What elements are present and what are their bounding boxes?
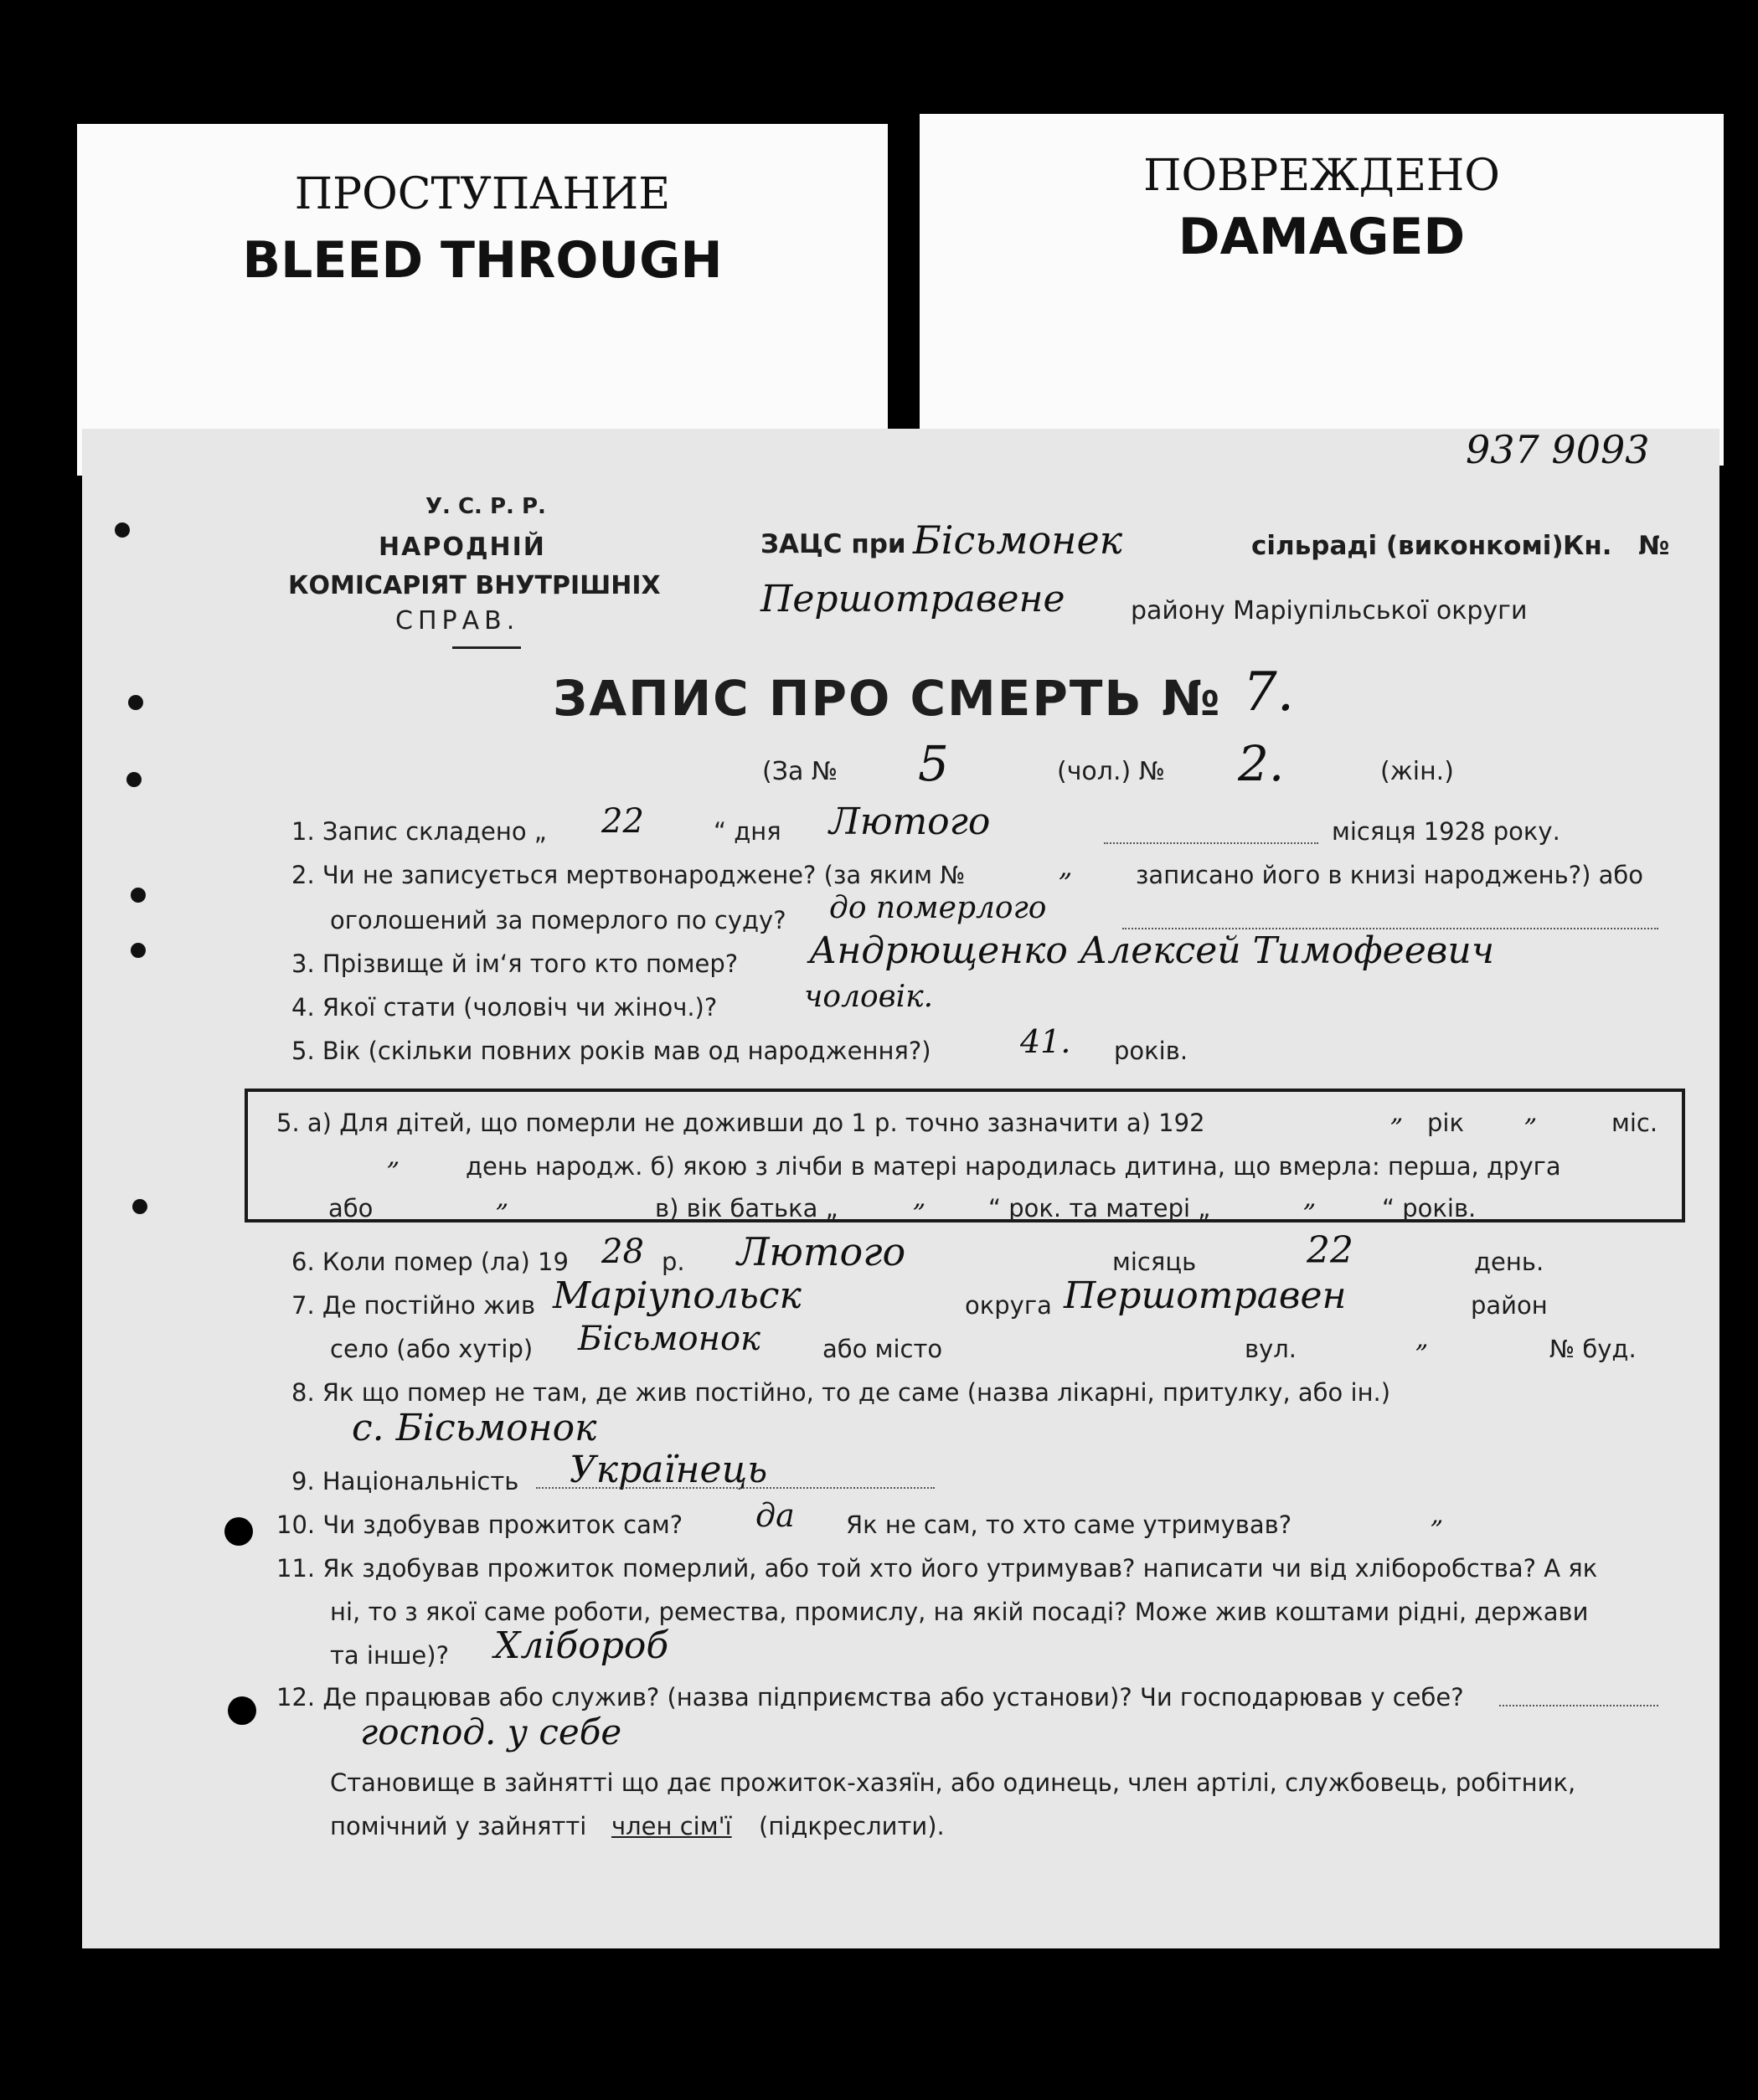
item12-line3b: член сім'ї bbox=[611, 1812, 732, 1840]
count-zhin: (жін.) bbox=[1380, 757, 1454, 786]
bleed-through-card bbox=[77, 124, 888, 476]
item5a-v5: „ bbox=[913, 1184, 926, 1213]
item6-end: день. bbox=[1474, 1248, 1544, 1276]
item4-label: 4. Якої стати (чоловіч чи жіноч.)? bbox=[291, 993, 718, 1022]
book-number-label: № bbox=[1638, 531, 1670, 561]
zags-prefix: ЗАЦС при bbox=[760, 529, 906, 559]
book-label: Кн. bbox=[1563, 531, 1612, 561]
item6-day: 22 bbox=[1307, 1229, 1353, 1272]
item5a-line1: 5. а) Для дітей, що померли не доживши до 1 р. точно зазначити а) 192 bbox=[276, 1109, 1205, 1137]
item6-year: 28 bbox=[601, 1233, 644, 1271]
record-number: 7. bbox=[1243, 661, 1295, 723]
item5a-rok: “ рок. та матері „ bbox=[988, 1194, 1211, 1222]
item11-line3: та інше)? bbox=[330, 1641, 449, 1670]
count-female: 2. bbox=[1238, 735, 1285, 792]
item4-val: чоловік. bbox=[804, 980, 934, 1014]
ussr-label: У. С. Р. Р. bbox=[425, 494, 546, 519]
item12-val: господ. у себе bbox=[360, 1711, 622, 1753]
punch-hole bbox=[131, 888, 146, 903]
item3-val: Андрющенко Алексей Тимофеевич bbox=[809, 929, 1495, 972]
item11-line2: ні, то з якої саме роботи, ремества, промислу, на якій посаді? Може жив коштами рідні, держави bbox=[330, 1598, 1589, 1626]
item5a-line2: день народж. б) якою з лічби в матері народилась дитина, що вмерла: перша, друга bbox=[466, 1152, 1561, 1181]
item11-val: Хлібороб bbox=[494, 1624, 669, 1667]
item7-vul: вул. bbox=[1245, 1335, 1297, 1363]
district-suffix: району Маріупільської округи bbox=[1131, 596, 1528, 625]
item5a-mis: міс. bbox=[1611, 1109, 1658, 1137]
item12-line3a: помічний у зайнятті bbox=[330, 1812, 587, 1840]
item6-r: р. bbox=[662, 1248, 685, 1276]
damaged-card bbox=[920, 114, 1724, 466]
damaged-en: DAMAGED bbox=[1178, 208, 1466, 266]
zags-village-handwritten: Бісьмонек bbox=[913, 517, 1123, 563]
item9-label: 9. Національність bbox=[291, 1467, 519, 1495]
item7-misto: або місто bbox=[822, 1335, 943, 1363]
punch-hole bbox=[131, 943, 146, 958]
archive-number: 937 9093 bbox=[1466, 427, 1650, 472]
item7-rayon-val: Першотравен bbox=[1064, 1274, 1347, 1317]
item9-dots bbox=[536, 1487, 935, 1489]
item12-line1: 12. Де працював або служив? (назва підприємства або установи)? Чи господарював у себе? bbox=[276, 1683, 1464, 1711]
item5a-v1: „ bbox=[1390, 1099, 1404, 1128]
item5a-batka: в) вік батька „ bbox=[655, 1194, 838, 1222]
district-handwritten: Першотравене bbox=[760, 578, 1065, 620]
count-male: 5 bbox=[918, 735, 949, 792]
item1-day: 22 bbox=[601, 802, 644, 841]
item5a-abo: або bbox=[328, 1194, 374, 1222]
zags-suffix: сільраді (виконкомі) bbox=[1251, 531, 1564, 561]
punch-hole-large bbox=[228, 1696, 256, 1725]
item5a-rokiv: “ років. bbox=[1382, 1194, 1477, 1222]
item2-val: „ bbox=[1059, 851, 1073, 883]
commissariat-line2: КОМІСАРІЯТ ВНУТРІШНІХ bbox=[288, 571, 661, 600]
item10-val: да bbox=[755, 1497, 795, 1534]
item7-rayon: район bbox=[1471, 1291, 1548, 1320]
item10-label: 10. Чи здобував прожиток сам? bbox=[276, 1511, 683, 1539]
item6-month: Лютого bbox=[737, 1229, 906, 1274]
item7-okruga-val: Маріупольск bbox=[553, 1274, 802, 1317]
item11-line1: 11. Як здобував прожиток померлий, або той хто його утримував? написати чи від хліборобства? А як bbox=[276, 1554, 1598, 1583]
item12-line2: Становище в зайнятті що дає прожиток-хазяїн, або одинець, член артілі, службовець, робітник, bbox=[330, 1768, 1576, 1797]
item6-label: 6. Коли помер (ла) 19 bbox=[291, 1248, 569, 1276]
item12-dots bbox=[1499, 1705, 1658, 1706]
item5a-v6: „ bbox=[1303, 1184, 1317, 1213]
punch-hole bbox=[128, 695, 143, 710]
commissariat-line1: НАРОДНІЙ bbox=[379, 533, 546, 562]
item1-mid: “ дня bbox=[714, 817, 781, 846]
item7-okruga: округа bbox=[965, 1291, 1052, 1320]
item2-val2: до померлого bbox=[829, 891, 1047, 925]
item1-month: Лютого bbox=[829, 800, 991, 843]
item12-line3c: (підкреслити). bbox=[759, 1812, 945, 1840]
item2-end: записано його в книзі народжень?) або bbox=[1136, 861, 1644, 889]
damaged-ru: ПОВРЕЖДЕНО bbox=[1143, 151, 1500, 201]
item7-bud: № буд. bbox=[1549, 1335, 1637, 1363]
item5-label: 5. Вік (скільки повних років мав од народження?) bbox=[291, 1037, 931, 1065]
item7-label: 7. Де постійно жив bbox=[291, 1291, 536, 1320]
bleed-through-ru: ПРОСТУПАНИЕ bbox=[294, 169, 671, 219]
item6-mis: місяць bbox=[1112, 1248, 1197, 1276]
item5a-v2: „ bbox=[1524, 1099, 1538, 1128]
item1-dots bbox=[1104, 842, 1318, 844]
item2-label: 2. Чи не записується мертвонароджене? (за яким № bbox=[291, 861, 966, 889]
item8-label: 8. Як що помер не там, де жив постійно, то де саме (назва лікарні, притулку, або ін.) bbox=[291, 1378, 1391, 1407]
count-za: (За № bbox=[762, 757, 838, 786]
commissariat-line3: СПРАВ. bbox=[395, 606, 520, 636]
punch-hole bbox=[132, 1199, 147, 1214]
item1-label: 1. Запис складено „ bbox=[291, 817, 547, 846]
item9-val: Українець bbox=[570, 1449, 768, 1491]
item3-label: 3. Прізвище й ім‘я того кто помер? bbox=[291, 950, 739, 978]
punch-hole bbox=[115, 522, 130, 538]
item7-vul-val: „ bbox=[1415, 1325, 1429, 1354]
item2-line2: оголошений за померлого по суду? bbox=[330, 906, 786, 934]
item7-selo-val: Бісьмонок bbox=[578, 1320, 760, 1358]
count-chol: (чол.) № bbox=[1057, 757, 1165, 786]
record-title: ЗАПИС ПРО СМЕРТЬ № bbox=[553, 670, 1222, 727]
punch-hole-large bbox=[224, 1517, 253, 1546]
item7-selo: село (або хутір) bbox=[330, 1335, 534, 1363]
item5a-v3: „ bbox=[387, 1142, 400, 1171]
item1-end: місяця 1928 року. bbox=[1332, 817, 1560, 846]
punch-hole bbox=[126, 772, 142, 787]
bleed-through-en: BLEED THROUGH bbox=[242, 231, 723, 290]
item5-end: років. bbox=[1114, 1037, 1188, 1065]
item10-mid: Як не сам, то хто саме утримував? bbox=[846, 1511, 1292, 1539]
item10-val2: „ bbox=[1431, 1500, 1444, 1530]
item5a-rik: рік bbox=[1427, 1109, 1464, 1137]
item5a-v4: „ bbox=[496, 1184, 509, 1213]
header-rule bbox=[452, 646, 521, 649]
item5-val: 41. bbox=[1020, 1023, 1071, 1060]
item8-val: с. Бісьмонок bbox=[352, 1407, 597, 1449]
